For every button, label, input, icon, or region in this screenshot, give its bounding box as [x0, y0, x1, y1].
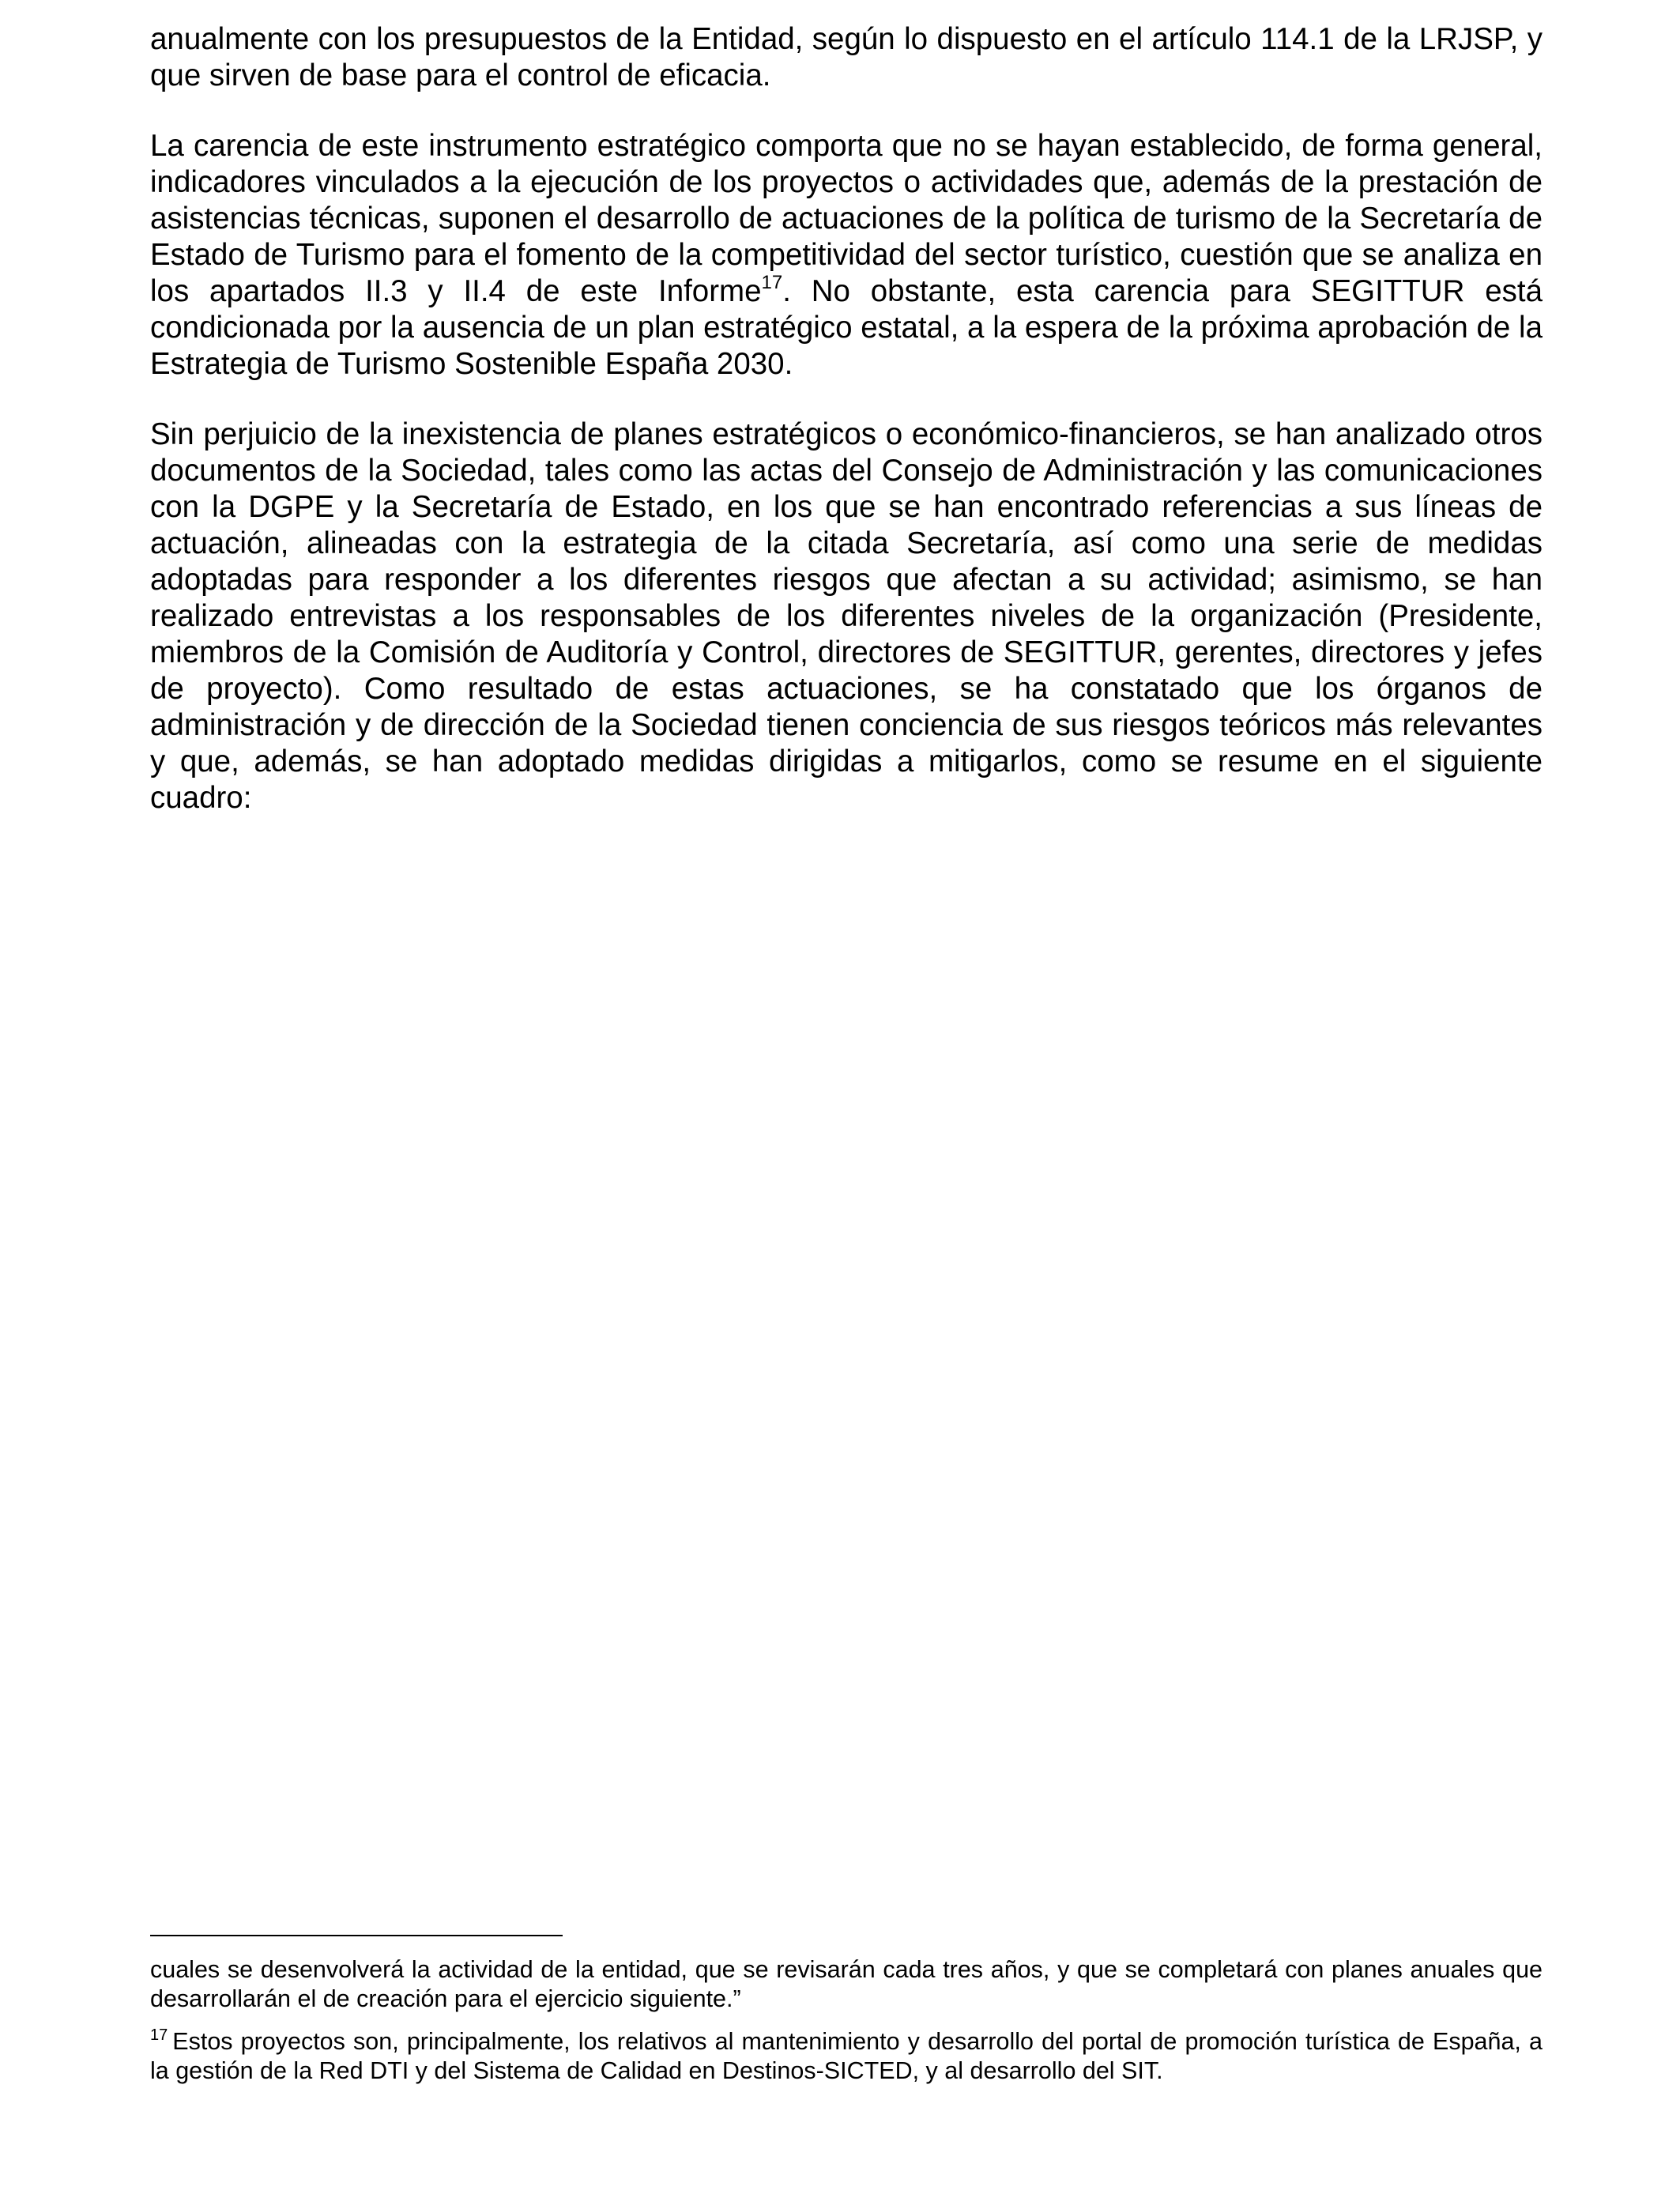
footnote-17-text: Estos proyectos son, principalmente, los relativos al mantenimiento y desarrollo del portal de promoción turística de España, a la gestión de la Red DTI y del Sistema de Calidad en Destinos-SICTED, y al desarrollo del SIT. — [150, 2028, 1543, 2084]
paragraph-1: anualmente con los presupuestos de la Entidad, según lo dispuesto en el artículo 114.1 de la LRJSP, y que sirven de base para el control de eficacia. — [150, 22, 1543, 92]
footnote-ref-17[interactable]: 17 — [761, 272, 783, 294]
paragraph-2 — [150, 128, 1543, 383]
footnote-17-number: 17 — [150, 2026, 168, 2044]
footnote-continuation: cuales se desenvolverá la actividad de la entidad, que se revisarán cada tres años, y que se completará con planes anuales que desarrollarán el de creación para el ejercicio siguiente.” — [150, 1956, 1543, 2012]
paragraph-3: Sin perjuicio de la inexistencia de planes estratégicos o económico-financieros, se han analizado otros documentos de la Sociedad, tales como las actas del Consejo de Administración y las comunicaciones con la DGPE y la Secretaría de Estado, en los que se han encontrado referencias a sus líneas de actuación, alineadas con la estrategia de la citada Secretaría, así como una serie de medidas adoptadas para responder a los diferentes riesgos que afectan a su actividad; asimismo, se han realizado entrevistas a los responsables de los diferentes niveles de la organización (Presidente, miembros de la Comisión de Auditoría y Control, directores de SEGITTUR, gerentes, directores y jefes de proyecto). Como resultado de estas actuaciones, se ha constatado que los órganos de administración y de dirección de la Sociedad tienen conciencia de sus riesgos teóricos más relevantes y que, además, se han adoptado medidas dirigidas a mitigarlos, como se resume en el siguiente cuadro: — [150, 417, 1543, 815]
paragraph-2-text-end: . No obstante, esta carencia para SEGITTUR está condicionada por la ausencia de un plan estratégico estatal, a la espera de la próxima aprobación de la Estrategia de Turismo Sostenible España 2030. — [150, 274, 1543, 381]
footnote-separator — [150, 1935, 563, 1936]
paragraph-2-text-start: La carencia de este instrumento estratégico comporta que no se hayan establecido, de forma general, indicadores vinculados a la ejecución de los proyectos o actividades que, además de la prestación de asistencias técnicas, suponen el desarrollo de actuaciones de la política de turismo de la Secretaría de Estado de Turismo para el fomento de la competitividad del sector turístico, cuestión que se analiza en los apartados II.3 y II.4 de este Informe — [150, 129, 1543, 308]
footnote-17 — [150, 2027, 1543, 2086]
